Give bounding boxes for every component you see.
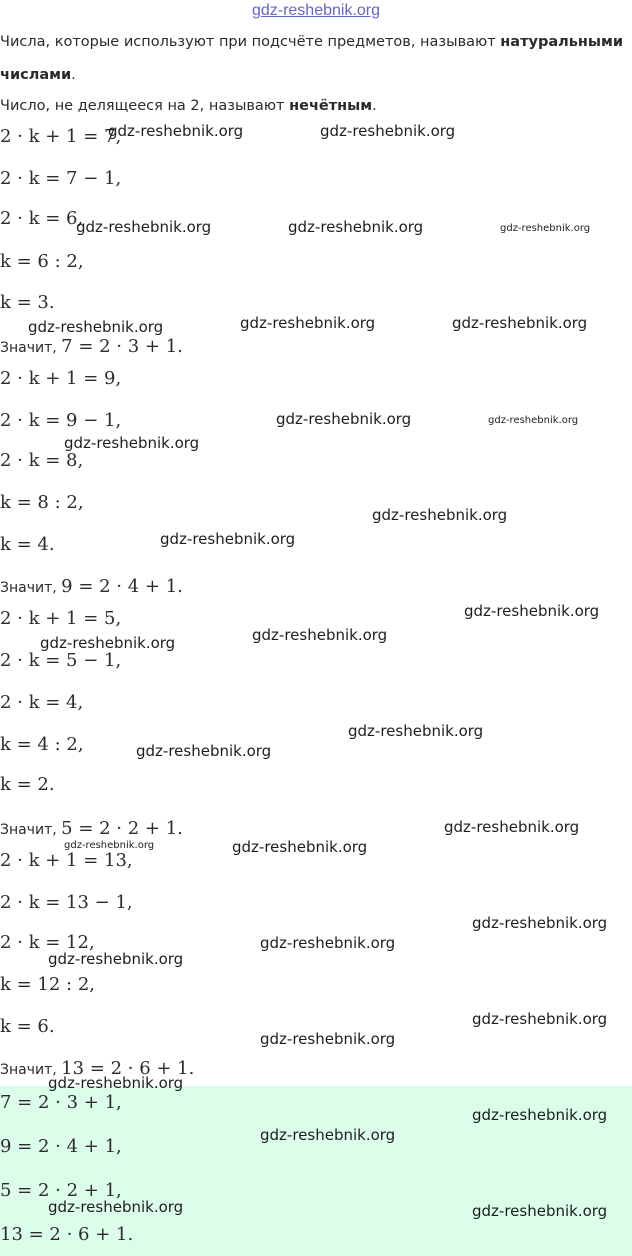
equation-line: 2 · k = 12,: [0, 932, 95, 953]
watermark-text: gdz-reshebnik.org: [444, 818, 580, 836]
intro-paragraph-1: Числа, которые используют при подсчёте предметов, называют натуральными: [0, 34, 624, 50]
equation-line: k = 8 : 2,: [0, 492, 84, 513]
conclusion-line: Значит, 5 = 2 · 2 + 1.: [0, 818, 183, 839]
watermark-text: gdz-reshebnik.org: [240, 314, 376, 332]
watermark-text: gdz-reshebnik.org: [348, 722, 484, 740]
watermark-text: gdz-reshebnik.org: [452, 314, 588, 332]
conclusion-line: Значит, 9 = 2 · 4 + 1.: [0, 576, 183, 597]
equation-line: 2 · k + 1 = 7,: [0, 126, 122, 147]
equation-line: k = 6 : 2,: [0, 251, 84, 272]
summary-line: 5 = 2 · 2 + 1,: [0, 1180, 122, 1201]
watermark-text: gdz-reshebnik.org: [260, 1126, 396, 1144]
watermark-text: gdz-reshebnik.org: [48, 1074, 184, 1092]
watermark-text: gdz-reshebnik.org: [276, 410, 412, 428]
watermark-text: gdz-reshebnik.org: [160, 530, 296, 548]
equation-line: 2 · k = 5 − 1,: [0, 650, 122, 671]
equation-line: 2 · k + 1 = 5,: [0, 608, 122, 629]
watermark-text: gdz-reshebnik.org: [288, 218, 424, 236]
summary-line: 13 = 2 · 6 + 1.: [0, 1224, 134, 1245]
watermark-text: gdz-reshebnik.org: [464, 602, 600, 620]
watermark-text: gdz-reshebnik.org: [48, 950, 184, 968]
equation-line: 2 · k = 4,: [0, 692, 84, 713]
equation-line: k = 2.: [0, 774, 55, 795]
watermark-text: gdz-reshebnik.org: [232, 838, 368, 856]
watermark-text: gdz-reshebnik.org: [320, 122, 456, 140]
watermark-text: gdz-reshebnik.org: [136, 742, 272, 760]
watermark-text: gdz-reshebnik.org: [28, 318, 164, 336]
equation-line: 2 · k = 8,: [0, 450, 84, 471]
equation-line: k = 3.: [0, 292, 55, 313]
watermark-text: gdz-reshebnik.org: [372, 506, 508, 524]
equation-line: k = 12 : 2,: [0, 974, 96, 995]
site-header-link[interactable]: gdz-reshebnik.org: [251, 2, 381, 19]
watermark-text: gdz-reshebnik.org: [76, 218, 212, 236]
watermark-text: gdz-reshebnik.org: [252, 626, 388, 644]
equation-line: 2 · k = 6,: [0, 208, 84, 229]
equation-line: 2 · k + 1 = 13,: [0, 850, 133, 871]
watermark-text: gdz-reshebnik.org: [64, 434, 200, 452]
equation-line: 2 · k = 9 − 1,: [0, 410, 122, 431]
watermark-text: gdz-reshebnik.org: [488, 415, 579, 426]
watermark-text: gdz-reshebnik.org: [260, 1030, 396, 1048]
equation-line: k = 6.: [0, 1016, 55, 1037]
watermark-text: gdz-reshebnik.org: [108, 122, 244, 140]
watermark-text: gdz-reshebnik.org: [472, 1106, 608, 1124]
equation-line: k = 4 : 2,: [0, 734, 84, 755]
watermark-text: gdz-reshebnik.org: [260, 934, 396, 952]
watermark-text: gdz-reshebnik.org: [472, 1202, 608, 1220]
intro-paragraph-2: Число, не делящееся на 2, называют нечётным.: [0, 98, 377, 114]
watermark-text: gdz-reshebnik.org: [48, 1198, 184, 1216]
summary-line: 7 = 2 · 3 + 1,: [0, 1092, 122, 1113]
conclusion-line: Значит, 13 = 2 · 6 + 1.: [0, 1058, 195, 1079]
watermark-text: gdz-reshebnik.org: [472, 914, 608, 932]
equation-line: 2 · k + 1 = 9,: [0, 368, 122, 389]
watermark-text: gdz-reshebnik.org: [472, 1010, 608, 1028]
watermark-text: gdz-reshebnik.org: [500, 223, 591, 234]
summary-line: 9 = 2 · 4 + 1,: [0, 1136, 122, 1157]
watermark-text: gdz-reshebnik.org: [64, 840, 155, 851]
watermark-text: gdz-reshebnik.org: [40, 634, 176, 652]
intro-paragraph-1-cont: числами.: [0, 67, 76, 83]
conclusion-line: Значит, 7 = 2 · 3 + 1.: [0, 336, 183, 357]
equation-line: 2 · k = 7 − 1,: [0, 168, 122, 189]
equation-line: 2 · k = 13 − 1,: [0, 892, 133, 913]
equation-line: k = 4.: [0, 534, 55, 555]
